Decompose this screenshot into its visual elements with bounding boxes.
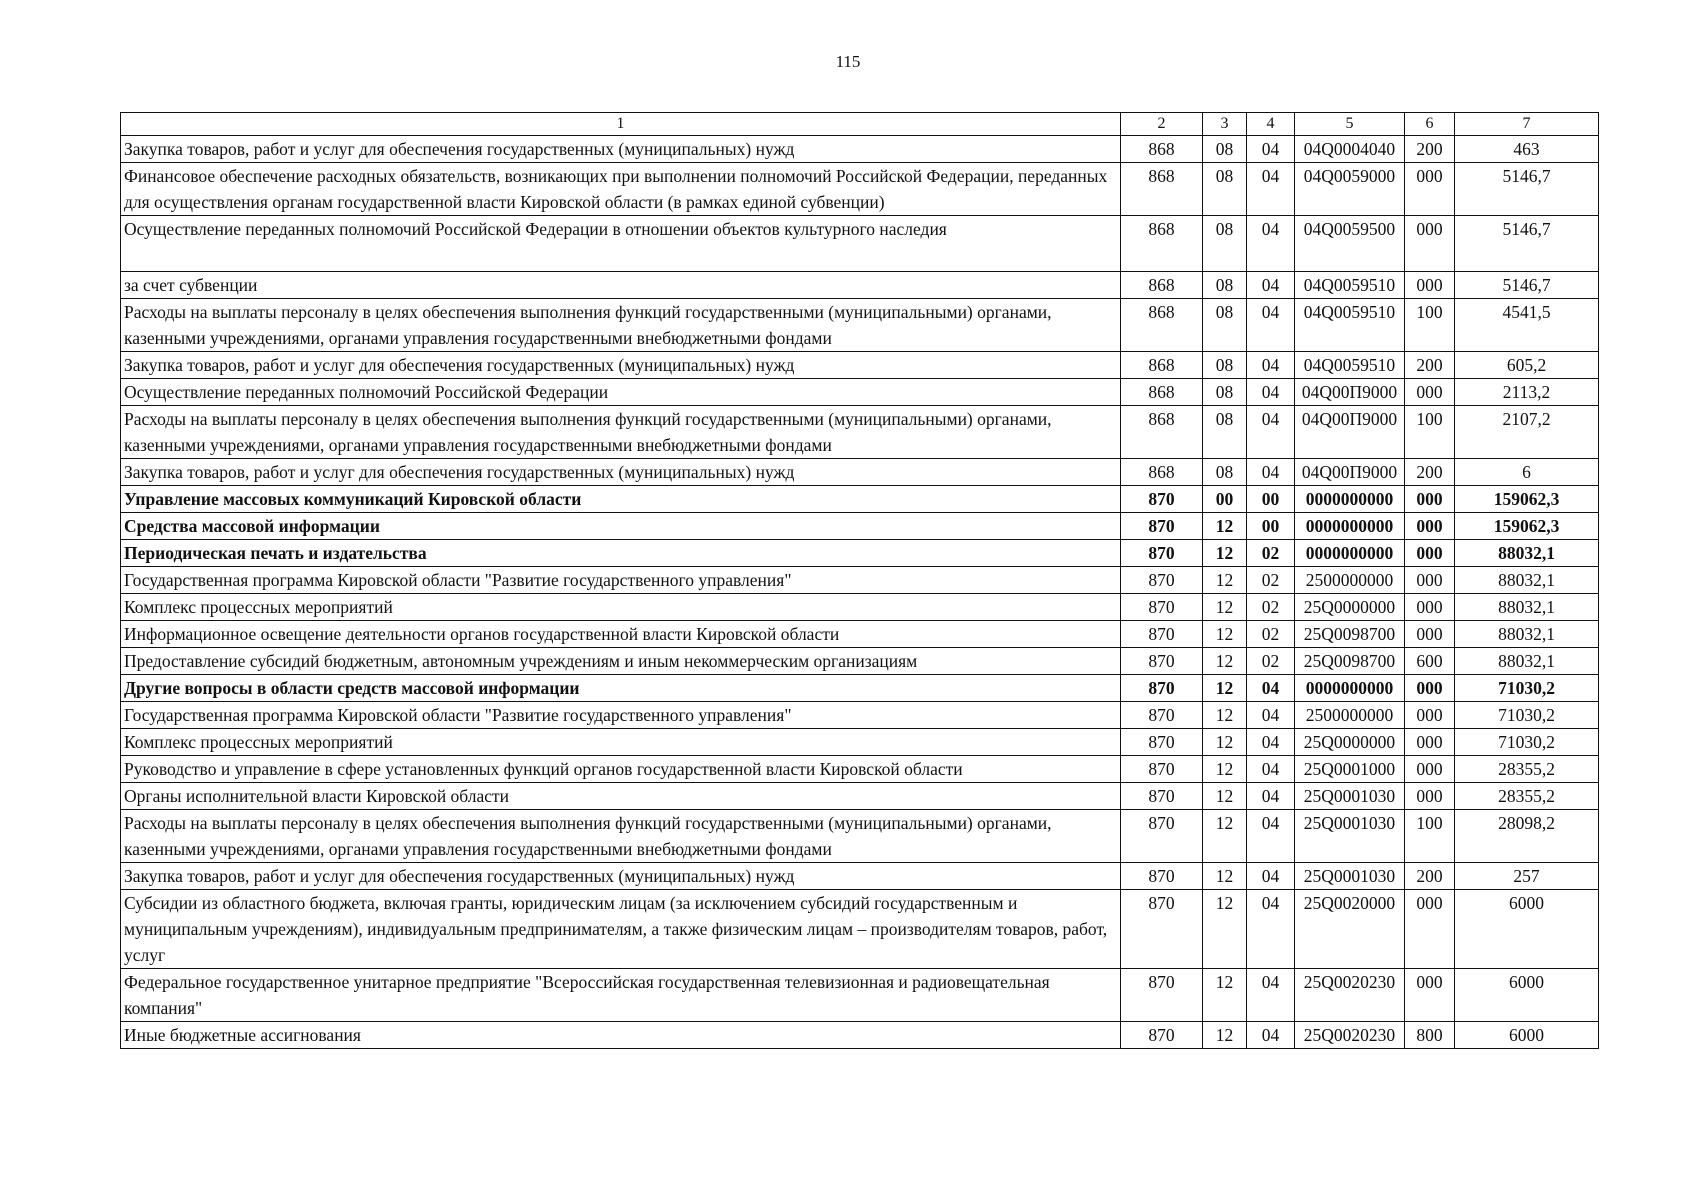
row-csr-cell: 25Q0098700: [1295, 621, 1405, 648]
row-pr-cell: 04: [1247, 810, 1295, 863]
row-pr-cell: 04: [1247, 783, 1295, 810]
table-row: [121, 163, 1599, 216]
row-name-cell: Предоставление субсидий бюджетным, автономным учреждениям и иным некоммерческим организациям: [121, 648, 1121, 675]
row-name-cell: Расходы на выплаты персоналу в целях обеспечения выполнения функций государственными (муниципальными) органами, казенными учреждениями, органами управления государственными внебюджетными фондами: [121, 810, 1121, 863]
table-row: [121, 890, 1599, 969]
row-vr-cell: 000: [1405, 540, 1455, 567]
row-gr-cell: 870: [1121, 513, 1203, 540]
row-rz-cell: 08: [1203, 459, 1247, 486]
row-name-cell: Финансовое обеспечение расходных обязательств, возникающих при выполнении полномочий Российской Федерации, переданных для осуществления органам государственной власти Кировской области (в рамках единой субвенции): [121, 163, 1121, 216]
row-pr-cell: 04: [1247, 890, 1295, 969]
table-row: [121, 216, 1599, 272]
row-vr-cell: 200: [1405, 136, 1455, 163]
row-pr-cell: 04: [1247, 459, 1295, 486]
row-gr-cell: 870: [1121, 702, 1203, 729]
table-row: [121, 486, 1599, 513]
row-pr-cell: 04: [1247, 272, 1295, 299]
row-name-cell: Закупка товаров, работ и услуг для обеспечения государственных (муниципальных) нужд: [121, 352, 1121, 379]
row-rz-cell: 08: [1203, 163, 1247, 216]
row-gr-cell: 870: [1121, 890, 1203, 969]
row-sum-cell: 463: [1455, 136, 1599, 163]
row-rz-cell: 12: [1203, 890, 1247, 969]
row-vr-cell: 100: [1405, 810, 1455, 863]
row-gr-cell: 870: [1121, 621, 1203, 648]
header-cell-6: 6: [1405, 113, 1455, 136]
row-vr-cell: 000: [1405, 594, 1455, 621]
row-csr-cell: 0000000000: [1295, 675, 1405, 702]
row-vr-cell: 000: [1405, 783, 1455, 810]
row-name-cell: Государственная программа Кировской области "Развитие государственного управления": [121, 567, 1121, 594]
row-sum-cell: 71030,2: [1455, 702, 1599, 729]
row-name-cell: за счет субвенции: [121, 272, 1121, 299]
row-csr-cell: 04Q0059000: [1295, 163, 1405, 216]
table-row: [121, 379, 1599, 406]
row-csr-cell: 04Q0059500: [1295, 216, 1405, 272]
row-gr-cell: 870: [1121, 969, 1203, 1022]
row-pr-cell: 04: [1247, 406, 1295, 459]
row-sum-cell: 5146,7: [1455, 216, 1599, 272]
row-pr-cell: 00: [1247, 513, 1295, 540]
row-gr-cell: 870: [1121, 567, 1203, 594]
row-rz-cell: 12: [1203, 594, 1247, 621]
row-sum-cell: 6000: [1455, 969, 1599, 1022]
row-pr-cell: 04: [1247, 299, 1295, 352]
row-gr-cell: 868: [1121, 352, 1203, 379]
header-cell-7: 7: [1455, 113, 1599, 136]
table-row: [121, 299, 1599, 352]
table-row: [121, 756, 1599, 783]
row-name-cell: Осуществление переданных полномочий Российской Федерации: [121, 379, 1121, 406]
row-sum-cell: 6000: [1455, 890, 1599, 969]
row-name-cell: Средства массовой информации: [121, 513, 1121, 540]
table-row: [121, 594, 1599, 621]
row-sum-cell: 71030,2: [1455, 729, 1599, 756]
row-pr-cell: 04: [1247, 756, 1295, 783]
row-name-cell: Закупка товаров, работ и услуг для обеспечения государственных (муниципальных) нужд: [121, 459, 1121, 486]
row-gr-cell: 870: [1121, 486, 1203, 513]
row-gr-cell: 870: [1121, 675, 1203, 702]
row-csr-cell: 25Q0001000: [1295, 756, 1405, 783]
row-vr-cell: 200: [1405, 352, 1455, 379]
header-cell-1: 1: [121, 113, 1121, 136]
row-vr-cell: 000: [1405, 567, 1455, 594]
row-vr-cell: 600: [1405, 648, 1455, 675]
row-name-cell: Информационное освещение деятельности органов государственной власти Кировской области: [121, 621, 1121, 648]
row-csr-cell: 2500000000: [1295, 702, 1405, 729]
row-name-cell: Субсидии из областного бюджета, включая гранты, юридическим лицам (за исключением субсидий государственным и муниципальным учреждениям), индивидуальным предпринимателям, а также физическим лицам – производителям товаров, работ, услуг: [121, 890, 1121, 969]
row-sum-cell: 2107,2: [1455, 406, 1599, 459]
row-gr-cell: 868: [1121, 406, 1203, 459]
row-sum-cell: 88032,1: [1455, 594, 1599, 621]
row-sum-cell: 4541,5: [1455, 299, 1599, 352]
row-pr-cell: 04: [1247, 352, 1295, 379]
row-gr-cell: 870: [1121, 810, 1203, 863]
table-row: [121, 783, 1599, 810]
table-row: [121, 540, 1599, 567]
row-csr-cell: 04Q0059510: [1295, 352, 1405, 379]
row-rz-cell: 12: [1203, 969, 1247, 1022]
row-vr-cell: 000: [1405, 702, 1455, 729]
row-gr-cell: 870: [1121, 648, 1203, 675]
row-rz-cell: 08: [1203, 406, 1247, 459]
table-header-row: [121, 113, 1599, 136]
row-sum-cell: 6000: [1455, 1022, 1599, 1049]
row-pr-cell: 04: [1247, 163, 1295, 216]
row-name-cell: Государственная программа Кировской области "Развитие государственного управления": [121, 702, 1121, 729]
row-sum-cell: 2113,2: [1455, 379, 1599, 406]
row-pr-cell: 04: [1247, 379, 1295, 406]
budget-table-body: [121, 113, 1599, 1049]
row-gr-cell: 868: [1121, 216, 1203, 272]
row-gr-cell: 870: [1121, 756, 1203, 783]
row-csr-cell: 25Q0001030: [1295, 810, 1405, 863]
row-csr-cell: 0000000000: [1295, 513, 1405, 540]
row-vr-cell: 000: [1405, 729, 1455, 756]
row-vr-cell: 000: [1405, 969, 1455, 1022]
row-csr-cell: 25Q0000000: [1295, 594, 1405, 621]
row-gr-cell: 868: [1121, 299, 1203, 352]
row-rz-cell: 12: [1203, 756, 1247, 783]
row-name-cell: Комплекс процессных мероприятий: [121, 594, 1121, 621]
row-pr-cell: 04: [1247, 729, 1295, 756]
row-csr-cell: 04Q00П9000: [1295, 406, 1405, 459]
row-sum-cell: 28355,2: [1455, 783, 1599, 810]
row-name-cell: Осуществление переданных полномочий Российской Федерации в отношении объектов культурного наследия: [121, 216, 1121, 272]
table-row: [121, 272, 1599, 299]
row-sum-cell: 88032,1: [1455, 540, 1599, 567]
row-csr-cell: 25Q0098700: [1295, 648, 1405, 675]
row-rz-cell: 12: [1203, 540, 1247, 567]
page-number: 115: [835, 52, 861, 71]
row-sum-cell: 257: [1455, 863, 1599, 890]
row-sum-cell: 28355,2: [1455, 756, 1599, 783]
row-sum-cell: 88032,1: [1455, 648, 1599, 675]
row-pr-cell: 02: [1247, 567, 1295, 594]
row-sum-cell: 88032,1: [1455, 567, 1599, 594]
row-rz-cell: 12: [1203, 810, 1247, 863]
row-pr-cell: 02: [1247, 621, 1295, 648]
row-pr-cell: 04: [1247, 136, 1295, 163]
table-row: [121, 352, 1599, 379]
row-rz-cell: 12: [1203, 1022, 1247, 1049]
table-row: [121, 406, 1599, 459]
row-sum-cell: 28098,2: [1455, 810, 1599, 863]
row-vr-cell: 000: [1405, 379, 1455, 406]
row-sum-cell: 5146,7: [1455, 163, 1599, 216]
row-name-cell: Управление массовых коммуникаций Кировской области: [121, 486, 1121, 513]
row-pr-cell: 02: [1247, 540, 1295, 567]
row-pr-cell: 04: [1247, 216, 1295, 272]
row-csr-cell: 0000000000: [1295, 486, 1405, 513]
table-row: [121, 1022, 1599, 1049]
row-csr-cell: 25Q0020000: [1295, 890, 1405, 969]
row-vr-cell: 000: [1405, 890, 1455, 969]
row-csr-cell: 04Q0004040: [1295, 136, 1405, 163]
table-row: [121, 969, 1599, 1022]
row-pr-cell: 04: [1247, 675, 1295, 702]
header-cell-3: 3: [1203, 113, 1247, 136]
row-pr-cell: 04: [1247, 1022, 1295, 1049]
row-name-cell: Руководство и управление в сфере установленных функций органов государственной власти Кировской области: [121, 756, 1121, 783]
row-gr-cell: 870: [1121, 863, 1203, 890]
table-row: [121, 513, 1599, 540]
row-rz-cell: 12: [1203, 702, 1247, 729]
row-rz-cell: 12: [1203, 675, 1247, 702]
row-rz-cell: 00: [1203, 486, 1247, 513]
budget-table: [120, 112, 1599, 1049]
row-pr-cell: 02: [1247, 648, 1295, 675]
row-rz-cell: 08: [1203, 272, 1247, 299]
row-name-cell: Закупка товаров, работ и услуг для обеспечения государственных (муниципальных) нужд: [121, 136, 1121, 163]
row-gr-cell: 870: [1121, 540, 1203, 567]
row-vr-cell: 000: [1405, 486, 1455, 513]
row-csr-cell: 04Q00П9000: [1295, 379, 1405, 406]
row-rz-cell: 12: [1203, 621, 1247, 648]
row-sum-cell: 88032,1: [1455, 621, 1599, 648]
row-csr-cell: 04Q0059510: [1295, 299, 1405, 352]
row-rz-cell: 12: [1203, 783, 1247, 810]
row-pr-cell: 00: [1247, 486, 1295, 513]
row-vr-cell: 100: [1405, 299, 1455, 352]
header-cell-2: 2: [1121, 113, 1203, 136]
row-vr-cell: 000: [1405, 756, 1455, 783]
row-csr-cell: 2500000000: [1295, 567, 1405, 594]
row-rz-cell: 08: [1203, 379, 1247, 406]
row-pr-cell: 04: [1247, 702, 1295, 729]
row-csr-cell: 25Q0020230: [1295, 969, 1405, 1022]
row-sum-cell: 5146,7: [1455, 272, 1599, 299]
table-row: [121, 810, 1599, 863]
row-rz-cell: 12: [1203, 567, 1247, 594]
row-name-cell: Закупка товаров, работ и услуг для обеспечения государственных (муниципальных) нужд: [121, 863, 1121, 890]
row-rz-cell: 08: [1203, 299, 1247, 352]
row-gr-cell: 870: [1121, 783, 1203, 810]
row-vr-cell: 000: [1405, 513, 1455, 540]
header-cell-5: 5: [1295, 113, 1405, 136]
row-csr-cell: 25Q0001030: [1295, 783, 1405, 810]
row-csr-cell: 04Q0059510: [1295, 272, 1405, 299]
row-vr-cell: 200: [1405, 863, 1455, 890]
header-cell-4: 4: [1247, 113, 1295, 136]
row-name-cell: Периодическая печать и издательства: [121, 540, 1121, 567]
table-row: [121, 567, 1599, 594]
row-rz-cell: 08: [1203, 136, 1247, 163]
row-sum-cell: 605,2: [1455, 352, 1599, 379]
row-rz-cell: 12: [1203, 729, 1247, 756]
row-gr-cell: 868: [1121, 163, 1203, 216]
row-rz-cell: 08: [1203, 216, 1247, 272]
row-pr-cell: 04: [1247, 969, 1295, 1022]
row-vr-cell: 800: [1405, 1022, 1455, 1049]
row-sum-cell: 159062,3: [1455, 486, 1599, 513]
row-name-cell: Федеральное государственное унитарное предприятие "Всероссийская государственная телевизионная и радиовещательная компания": [121, 969, 1121, 1022]
row-name-cell: Расходы на выплаты персоналу в целях обеспечения выполнения функций государственными (муниципальными) органами, казенными учреждениями, органами управления государственными внебюджетными фондами: [121, 406, 1121, 459]
table-row: [121, 621, 1599, 648]
row-sum-cell: 6: [1455, 459, 1599, 486]
row-sum-cell: 71030,2: [1455, 675, 1599, 702]
row-csr-cell: 25Q0020230: [1295, 1022, 1405, 1049]
table-row: [121, 459, 1599, 486]
row-csr-cell: 0000000000: [1295, 540, 1405, 567]
row-rz-cell: 08: [1203, 352, 1247, 379]
row-vr-cell: 100: [1405, 406, 1455, 459]
row-name-cell: Комплекс процессных мероприятий: [121, 729, 1121, 756]
row-gr-cell: 868: [1121, 136, 1203, 163]
row-vr-cell: 000: [1405, 675, 1455, 702]
row-vr-cell: 000: [1405, 272, 1455, 299]
table-row: [121, 136, 1599, 163]
row-vr-cell: 000: [1405, 163, 1455, 216]
row-gr-cell: 870: [1121, 729, 1203, 756]
row-rz-cell: 12: [1203, 648, 1247, 675]
row-gr-cell: 868: [1121, 272, 1203, 299]
row-pr-cell: 02: [1247, 594, 1295, 621]
row-gr-cell: 868: [1121, 379, 1203, 406]
row-rz-cell: 12: [1203, 513, 1247, 540]
row-gr-cell: 870: [1121, 1022, 1203, 1049]
row-sum-cell: 159062,3: [1455, 513, 1599, 540]
row-name-cell: Другие вопросы в области средств массовой информации: [121, 675, 1121, 702]
row-csr-cell: 25Q0000000: [1295, 729, 1405, 756]
table-row: [121, 729, 1599, 756]
row-csr-cell: 25Q0001030: [1295, 863, 1405, 890]
row-name-cell: Органы исполнительной власти Кировской области: [121, 783, 1121, 810]
table-row: [121, 702, 1599, 729]
table-row: [121, 648, 1599, 675]
row-vr-cell: 000: [1405, 621, 1455, 648]
row-gr-cell: 868: [1121, 459, 1203, 486]
row-csr-cell: 04Q00П9000: [1295, 459, 1405, 486]
row-vr-cell: 000: [1405, 216, 1455, 272]
row-name-cell: Иные бюджетные ассигнования: [121, 1022, 1121, 1049]
row-name-cell: Расходы на выплаты персоналу в целях обеспечения выполнения функций государственными (муниципальными) органами, казенными учреждениями, органами управления государственными внебюджетными фондами: [121, 299, 1121, 352]
row-rz-cell: 12: [1203, 863, 1247, 890]
table-row: [121, 863, 1599, 890]
row-pr-cell: 04: [1247, 863, 1295, 890]
row-gr-cell: 870: [1121, 594, 1203, 621]
row-vr-cell: 200: [1405, 459, 1455, 486]
table-row: [121, 675, 1599, 702]
